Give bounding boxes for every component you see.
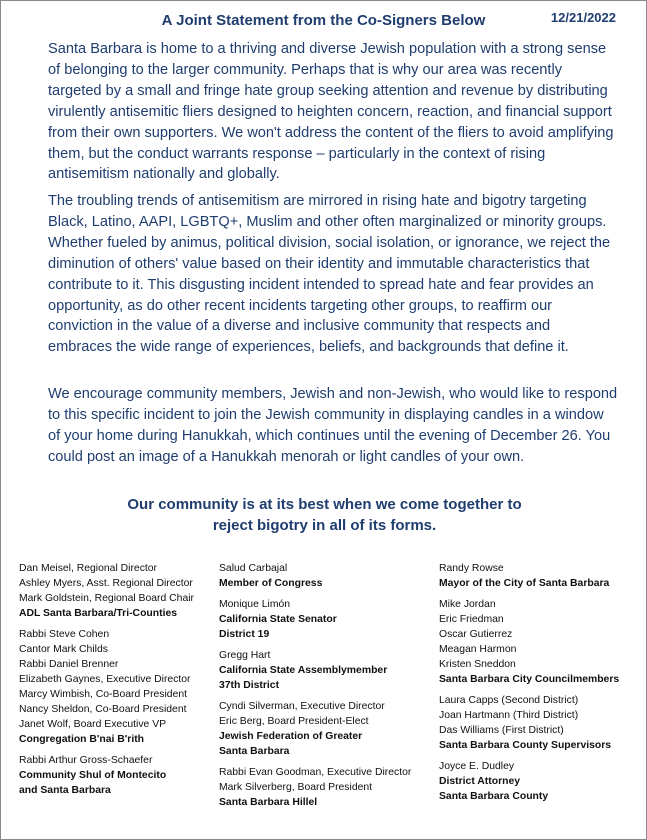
signer-group: [219, 561, 437, 591]
signers-column-2: [219, 561, 437, 816]
signer-name: Monique Limón: [219, 599, 291, 610]
signer-name: Randy Rowse: [439, 563, 504, 574]
signer-name: Rabbi Evan Goodman, Executive Director: [219, 767, 412, 778]
signer-group: [219, 699, 437, 759]
signer-organization: Santa Barbara County: [439, 791, 549, 802]
signer-organization: ADL Santa Barbara/Tri-Counties: [19, 608, 178, 619]
signers-column-1: [19, 561, 219, 804]
signer-organization: and Santa Barbara: [19, 785, 111, 796]
signer-name: Cyndi Silverman, Executive Director: [219, 701, 385, 712]
signer-name: Marcy Wimbish, Co-Board President: [19, 689, 188, 700]
signer-name: Elizabeth Gaynes, Executive Director: [19, 674, 191, 685]
signer-group: [19, 753, 219, 798]
signer-name: Mike Jordan: [439, 599, 496, 610]
signer-group: [19, 561, 219, 621]
signer-name: Rabbi Arthur Gross-Schaefer: [19, 755, 153, 766]
signer-name: Nancy Sheldon, Co-Board President: [19, 704, 187, 715]
signer-organization: Santa Barbara Hillel: [219, 797, 318, 808]
signer-name: Mark Silverberg, Board President: [219, 782, 373, 793]
signers-column-3: [439, 561, 644, 810]
closing-line-1: Our community is at its best when we come together to: [127, 496, 522, 513]
signer-organization: Santa Barbara City Councilmembers: [439, 674, 620, 685]
signer-name: Ashley Myers, Asst. Regional Director: [19, 578, 193, 589]
signer-organization: Congregation B'nai B'rith: [19, 734, 145, 745]
signer-name: Mark Goldstein, Regional Board Chair: [19, 593, 194, 604]
closing-statement: [1, 494, 647, 536]
signer-organization: Santa Barbara: [219, 746, 290, 757]
signer-organization: Santa Barbara County Supervisors: [439, 740, 612, 751]
signer-group: [439, 693, 644, 753]
signer-name: Das Williams (First District): [439, 725, 564, 736]
signer-name: Joan Hartmann (Third District): [439, 710, 579, 721]
signer-organization: California State Senator: [219, 614, 337, 625]
signer-organization: Jewish Federation of Greater: [219, 731, 363, 742]
signer-name: Gregg Hart: [219, 650, 271, 661]
signer-name: Cantor Mark Childs: [19, 644, 108, 655]
signer-name: Meagan Harmon: [439, 644, 517, 655]
signer-organization: California State Assemblymember: [219, 665, 388, 676]
signer-name: Dan Meisel, Regional Director: [19, 563, 158, 574]
signer-name: Kristen Sneddon: [439, 659, 516, 670]
paragraph-1: Santa Barbara is home to a thriving and diverse Jewish population with a strong sense of belonging to the larger community. Perhaps that is why our area was recently targeted by a small and fringe hate group seeking attention and revenue by distributing virulently antisemitic fliers designed to heighten concern, reaction, and financial support from their own supporters. We won't address the content of the fliers to avoid amplifying them, but the conduct warrants response – particularly in the context of rising antisemitism nationally and globally.: [48, 41, 614, 183]
statement-title: A Joint Statement from the Co-Signers Below: [161, 12, 486, 29]
signer-name: Joyce E. Dudley: [439, 761, 515, 772]
signer-organization: District Attorney: [439, 776, 521, 787]
signer-name: Salud Carbajal: [219, 563, 288, 574]
signer-organization: Community Shul of Montecito: [19, 770, 167, 781]
paragraph-2: The troubling trends of antisemitism are mirrored in rising hate and bigotry targeting Black, Latino, AAPI, LGBTQ+, Muslim and other often marginalized or minority groups. Whether fueled by animus, political division, social isolation, or ignorance, we reject the diminution of others' value based on their identity and immutable characteristics that contribute to it. This disgusting incident intended to spread hate and fear provides an opportunity, as do other recent incidents targeting other groups, to reaffirm our conviction in the value of a diverse and inclusive community that respects and embraces the wide range of experiences, beliefs, and backgrounds that define it.: [48, 193, 611, 356]
signer-organization: 37th District: [219, 680, 280, 691]
signer-name: Rabbi Steve Cohen: [19, 629, 110, 640]
signer-name: Oscar Gutierrez: [439, 629, 513, 640]
signer-organization: Mayor of the City of Santa Barbara: [439, 578, 610, 589]
signer-name: Laura Capps (Second District): [439, 695, 579, 706]
signer-group: [219, 765, 437, 810]
signer-name: Janet Wolf, Board Executive VP: [19, 719, 167, 730]
closing-line-2: reject bigotry in all of its forms.: [212, 517, 437, 534]
statement-date: 12/21/2022: [550, 10, 616, 25]
signer-name: Rabbi Daniel Brenner: [19, 659, 119, 670]
signer-name: Eric Berg, Board President-Elect: [219, 716, 369, 727]
signer-organization: Member of Congress: [219, 578, 323, 589]
signer-group: [439, 561, 644, 591]
signer-group: [439, 759, 644, 804]
paragraph-3: We encourage community members, Jewish and non-Jewish, who would like to respond to this specific incident to join the Jewish community in displaying candles in a window of your home during Hanukkah, which continues until the evening of December 26. You could post an image of a Hanukkah menorah or light candles of your own.: [48, 386, 618, 465]
signer-group: [439, 597, 644, 687]
signer-group: [19, 627, 219, 747]
signer-group: [219, 597, 437, 642]
signer-organization: District 19: [219, 629, 270, 640]
signer-group: [219, 648, 437, 693]
signer-name: Eric Friedman: [439, 614, 504, 625]
